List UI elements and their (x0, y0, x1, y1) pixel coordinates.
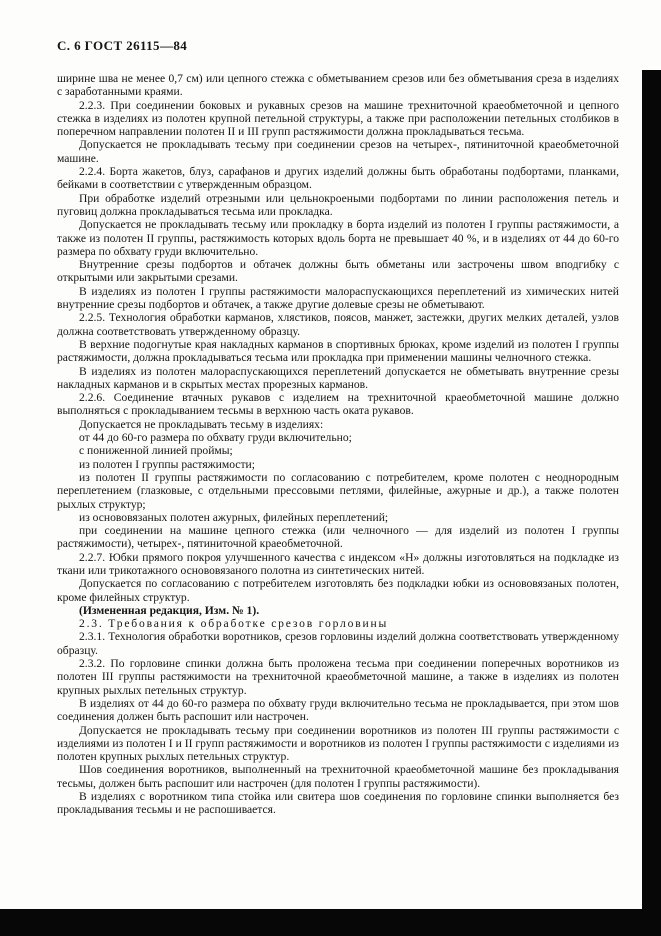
paragraph: 2.3.2. По горловине спинки должна быть проложена тесьма при соединении поперечных воротников из полотен III группы растяжимости на трехниточной краеобметочной машине, а также в изделиях из полотен крупных рыхлых петельных структур. (57, 657, 619, 697)
paragraph: из основовязаных полотен ажурных, филейных переплетений; (79, 510, 389, 524)
paragraph: 2.2.4. Борта жакетов, блуз, сарафанов и других изделий должны быть обработаны подбортами, планками, бейками в соответствии с утвержденным образцом. (57, 165, 619, 192)
paragraph: с пониженной линией проймы; (79, 444, 233, 458)
paragraph: из полотен II группы растяжимости по согласованию с потребителем, кроме полотен с неоднородным переплетением (глазковые, с отдельными прессовыми петлями, филейные, ажурные и др.), а также полотен рыхлых структур; (57, 470, 619, 511)
paragraph: Допускается не прокладывать тесьму при соединении срезов на четырех-, пятиниточной краеобметочной машине. (57, 138, 619, 165)
paragraph: Допускается не прокладывать тесьму или прокладку в борта изделий из полотен I группы растяжимости, а также из полотен II группы, растяжимость которых вдоль борта не превышает 40 %, и в изделиях от 44 до 60-го размера по обхвату груди включительно. (57, 218, 619, 258)
paragraph: Внутренние срезы подбортов и обтачек должны быть обметаны или застрочены швом вподгибку с открытыми или закрытыми срезами. (57, 258, 619, 285)
paragraph: Допускается не прокладывать тесьму в изделиях: (79, 417, 324, 431)
paragraph: В верхние подогнутые края накладных карманов в спортивных брюках, кроме изделий из полотен I группы растяжимости, должна прокладываться тесьма или прокладка при применении машины челночного стежка. (57, 337, 619, 365)
paragraph: Допускается не прокладывать тесьму при соединении воротников из полотен III группы растяжимости с изделиями из полотен I и II групп растяжимости и воротников из полотен I группы растяжимости с изделиями из полотен крупных рыхлых петельных структур. (57, 723, 619, 764)
paragraph: при соединении на машине цепного стежка (или челночного — для изделий из полотен I группы растяжимости), четырех-, пятиниточной краеобметочной. (57, 524, 619, 551)
paragraph: В изделиях из полотен малораспускающихся переплетений допускается не обметывать внутренние срезы накладных карманов и в скрытых местах прорезных карманов. (57, 364, 619, 391)
paragraph: 2.2.6. Соединение втачных рукавов с изделием на трехниточной краеобметочной машине должно выполняться с прокладыванием тесьмы в верхнюю часть оката рукавов. (57, 391, 619, 418)
paragraph: Шов соединения воротников, выполненный на трехниточной краеобметочной машине без прокладывания тесьмы, должен быть распошит или настрочен (для полотен I группы растяжимости). (57, 763, 619, 790)
paragraph: 2.2.3. При соединении боковых и рукавных срезов на машине трехниточной краеобметочной и цепного стежка в изделиях из полотен крупной петельной структуры, а также при расположении петельных столбиков в поперечном направлении полотен II и III групп растяжимости должна прокладываться тесьма. (57, 98, 619, 139)
paragraph: (Измененная редакция, Изм. № 1). (79, 603, 260, 617)
document-body (57, 72, 619, 817)
scan-edge-bottom (0, 909, 661, 936)
page-header: С. 6 ГОСТ 26115—84 (57, 38, 188, 53)
paragraph: из полотен I группы растяжимости; (79, 457, 255, 471)
section-heading: 2.3. Требования к обработке срезов горловины (79, 617, 389, 631)
paragraph: от 44 до 60-го размера по обхвату груди включительно; (79, 431, 352, 445)
paragraph: В изделиях с воротником типа стойка или свитера шов соединения по горловине спинки выполняется без прокладывания тесьмы и не распошивается. (57, 790, 619, 817)
paragraph: 2.3.1. Технология обработки воротников, срезов горловины изделий должна соответствовать утвержденному образцу. (57, 630, 619, 657)
paragraph: В изделиях от 44 до 60-го размера по обхвату груди включительно тесьма не прокладывается, при этом шов соединения должен быть распошит или настрочен. (57, 696, 619, 724)
paragraph: В изделиях из полотен I группы растяжимости малораспускающихся переплетений из химических нитей внутренние срезы подбортов и обтачек, а также другие долевые срезы не обметывают. (57, 284, 619, 312)
paragraph: ширине шва не менее 0,7 см) или цепного стежка с обметыванием срезов или без обметывания среза в изделиях с заработанными краями. (57, 72, 619, 99)
paragraph: Допускается по согласованию с потребителем изготовлять без подкладки юбки из основовязаных полотен, кроме филейных структур. (57, 577, 619, 604)
paragraph: 2.2.7. Юбки прямого покроя улучшенного качества с индексом «Н» должны изготовляться на подкладке из ткани или трикотажного основовязаного полотна из синтетических нитей. (57, 550, 619, 577)
paragraph: При обработке изделий отрезными или цельнокроеными подбортами по линии расположения петель и пуговиц должна прокладываться тесьма или прокладка. (57, 191, 619, 218)
scan-edge-right (642, 70, 661, 910)
paragraph: 2.2.5. Технология обработки карманов, хлястиков, поясов, манжет, застежки, других мелких деталей, узлов должна соответствовать утвержденному образцу. (57, 311, 619, 338)
